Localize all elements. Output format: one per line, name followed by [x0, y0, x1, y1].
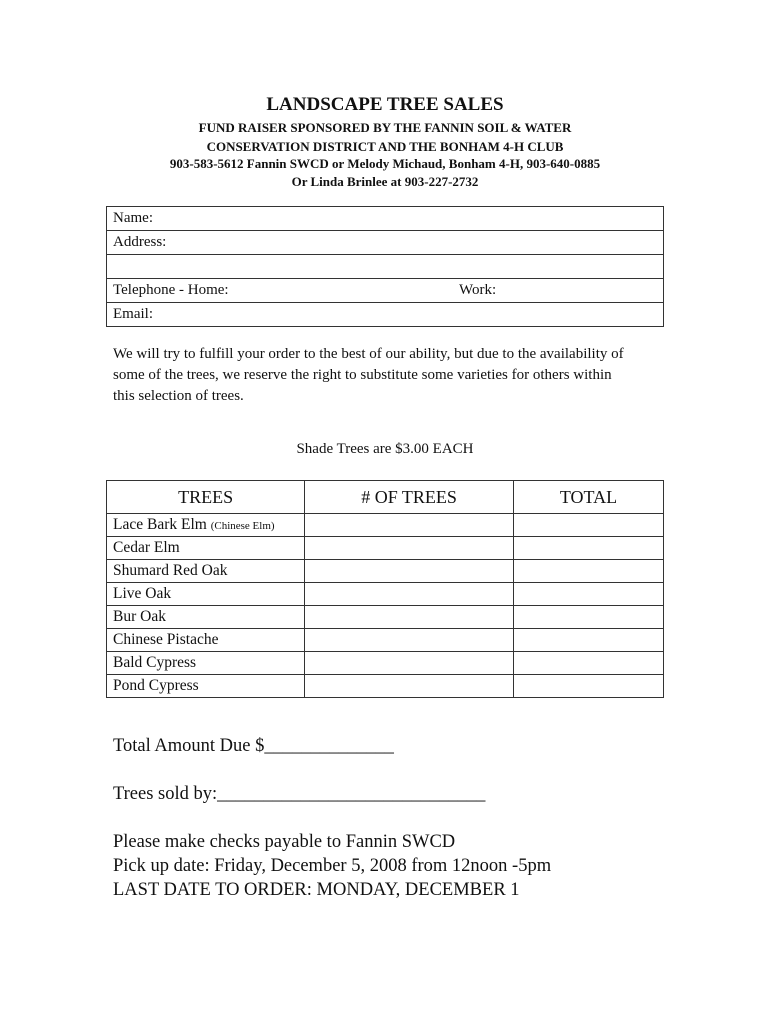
tree-name-cell	[107, 629, 305, 652]
quantity-cell[interactable]	[305, 560, 514, 583]
tree-name: Chinese Pistache	[113, 631, 219, 648]
tree-name-cell	[107, 652, 305, 675]
quantity-cell[interactable]	[305, 537, 514, 560]
table-header-row	[107, 481, 664, 514]
sponsor-line-2: CONSERVATION DISTRICT AND THE BONHAM 4-H CLUB	[206, 139, 564, 154]
telephone-home-label: Telephone - Home:	[113, 282, 229, 298]
tree-name-cell	[107, 583, 305, 606]
quantity-cell[interactable]	[305, 606, 514, 629]
table-row	[107, 514, 664, 537]
pickup-date-note: Pick up date: Friday, December 5, 2008 from 12noon -5pm	[113, 856, 552, 876]
quantity-cell[interactable]	[305, 583, 514, 606]
total-cell[interactable]	[513, 606, 663, 629]
address-field[interactable]	[107, 231, 664, 255]
tree-name-cell	[107, 675, 305, 698]
total-cell[interactable]	[513, 583, 663, 606]
telephone-field[interactable]	[107, 279, 664, 303]
checks-payable-note: Please make checks payable to Fannin SWCD	[113, 832, 456, 852]
last-order-date-note: LAST DATE TO ORDER: MONDAY, DECEMBER 1	[113, 880, 520, 900]
contact-phone-line: 903-583-5612 Fannin SWCD or Melody Michaud, Bonham 4-H, 903-640-0885	[169, 156, 601, 171]
table-row	[107, 606, 664, 629]
quantity-cell[interactable]	[305, 629, 514, 652]
sponsor-line-1: FUND RAISER SPONSORED BY THE FANNIN SOIL & WATER	[198, 120, 572, 135]
name-label: Name:	[113, 210, 153, 226]
tree-name: Cedar Elm	[113, 539, 180, 556]
table-row	[107, 652, 664, 675]
quantity-cell[interactable]	[305, 514, 514, 537]
tree-name: Lace Bark Elm	[113, 516, 207, 533]
total-cell[interactable]	[513, 560, 663, 583]
header-total: TOTAL	[513, 481, 663, 514]
substitution-notice: We will try to fulfill your order to the best of our ability, but due to the availability of some of the trees, we reserve the right to substitute some varieties for others within this selection of trees.	[113, 346, 624, 404]
email-label: Email:	[113, 306, 153, 322]
email-field[interactable]	[107, 303, 664, 327]
tree-name: Bur Oak	[113, 608, 166, 625]
contact-alt-line: Or Linda Brinlee at 903-227-2732	[291, 174, 479, 189]
total-cell[interactable]	[513, 514, 663, 537]
tree-name: Live Oak	[113, 585, 172, 602]
total-cell[interactable]	[513, 675, 663, 698]
form-title: LANDSCAPE TREE SALES	[266, 94, 504, 115]
quantity-cell[interactable]	[305, 652, 514, 675]
header-number-of-trees: # OF TREES	[305, 481, 514, 514]
work-phone-label: Work:	[459, 282, 497, 298]
table-row	[107, 629, 664, 652]
table-row	[107, 537, 664, 560]
tree-name-cell	[107, 606, 305, 629]
tree-name-cell	[107, 514, 305, 537]
address-label: Address:	[113, 234, 167, 250]
table-row	[107, 560, 664, 583]
table-row	[107, 583, 664, 606]
total-cell[interactable]	[513, 629, 663, 652]
trees-sold-by: Trees sold by:_____________________________	[113, 784, 486, 804]
total-cell[interactable]	[513, 537, 663, 560]
name-field[interactable]	[107, 207, 664, 231]
price-note: Shade Trees are $3.00 EACH	[296, 441, 474, 457]
tree-name: Pond Cypress	[113, 677, 199, 694]
address-field-line-2[interactable]	[107, 255, 664, 279]
tree-name: Shumard Red Oak	[113, 562, 228, 579]
tree-name: Bald Cypress	[113, 654, 197, 671]
tree-name-cell	[107, 560, 305, 583]
tree-order-table	[106, 480, 664, 698]
tree-name-note: (Chinese Elm)	[210, 520, 275, 532]
customer-info-table	[106, 206, 664, 327]
total-amount-due: Total Amount Due $______________	[113, 736, 394, 756]
header-trees: TREES	[107, 481, 305, 514]
total-cell[interactable]	[513, 652, 663, 675]
table-row	[107, 675, 664, 698]
quantity-cell[interactable]	[305, 675, 514, 698]
tree-name-cell	[107, 537, 305, 560]
